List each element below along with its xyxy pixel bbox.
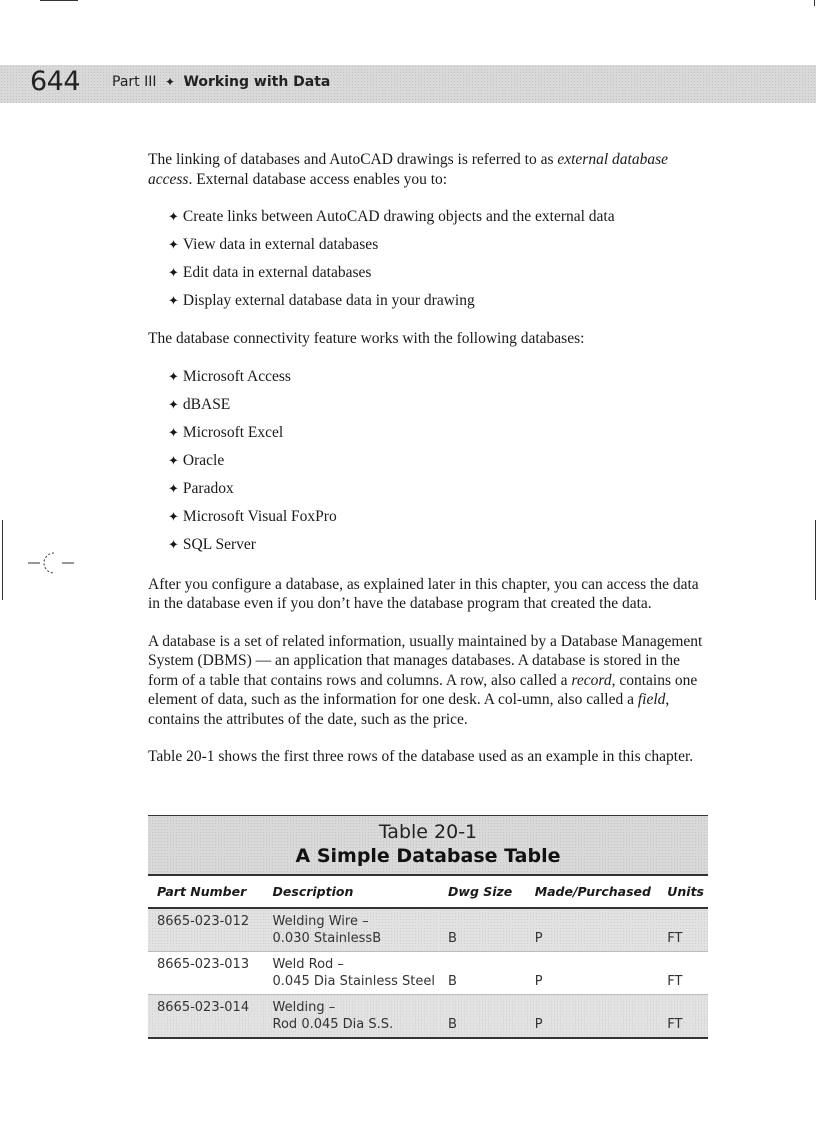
crop-mark-top-right [814,0,815,6]
dbms-emphasis-record: record [571,671,612,689]
list-item-text: Display external database data in your drawing [182,292,475,309]
crop-mark-left [2,520,3,600]
cell-part-number: 8665-023-012 [148,908,264,952]
list-item [148,447,708,475]
list-item-text: Oracle [182,451,225,469]
list-item [148,259,708,287]
cell-part-number: 8665-023-014 [148,994,264,1038]
list-item-text: Microsoft Visual FoxPro [182,507,337,525]
list-item [148,391,708,419]
list-item-text: Paradox [182,479,234,497]
diamond-bullet-icon: ✦ [168,396,179,412]
description-line-2: Rod 0.045 Dia S.S. [272,1016,394,1032]
part-label: Part III [112,74,157,90]
database-table [148,874,708,1039]
table-header-row [148,875,708,908]
configure-paragraph: After you configure a database, as explained later in this chapter, you can access the data in the database even if you don’t have the database program that created the data. [148,575,699,612]
description-line-2: 0.045 Dia Stainless Steel [272,973,436,989]
table-row [148,951,708,994]
description-line-2: 0.030 StainlessB [272,930,382,946]
list-item [148,231,708,259]
column-header-description: Description [264,875,439,908]
table-title: A Simple Database Table [295,844,561,867]
database-table-figure [148,815,708,1039]
column-header-units: Units [658,875,708,908]
page-number: 644 [30,66,81,97]
table-row [148,994,708,1038]
crop-mark-top-left [40,0,78,1]
column-header-part-number: Part Number [148,875,264,908]
page-content [148,150,708,1039]
dbms-text-1: A database is a set of related information, usually maintained by a Database Management System (DBMS) — an application that manages databases. A database is stored in the form of a table that contains rows and columns. A row, also called a [148,632,703,689]
table-label: Table 20-1 [378,820,478,843]
diamond-bullet-icon: ✦ [168,424,179,440]
list-item-text: dBASE [182,395,231,413]
description-line-1: Weld Rod – [272,956,344,972]
list-item-text: Edit data in external databases [182,264,372,281]
list-item-text: Microsoft Access [182,367,291,385]
list-item-text: View data in external databases [182,236,379,253]
cell-made-purchased: P [526,951,659,994]
diamond-bullet-icon: ✦ [168,265,179,280]
cell-units: FT [658,908,708,952]
column-header-dwg-size: Dwg Size [439,875,526,908]
cell-made-purchased: P [526,908,659,952]
cell-dwg-size: B [439,994,526,1038]
table-row [148,908,708,952]
diamond-bullet-icon: ✦ [168,293,179,308]
column-header-made-purchased: Made/Purchased [526,875,659,908]
diamond-bullet-icon: ✦ [168,209,179,224]
cell-part-number: 8665-023-013 [148,951,264,994]
list-item [148,503,708,531]
list-item-text: Create links between AutoCAD drawing objects and the external data [182,208,615,225]
dbms-paragraph [148,632,708,730]
intro-tail: . External database access enables you to: [188,170,448,188]
cell-made-purchased: P [526,994,659,1038]
cell-description [264,951,439,994]
intro-text: The linking of databases and AutoCAD drawings is referred to as [148,151,554,168]
table-intro-paragraph: Table 20-1 shows the first three rows of the database used as an example in this chapter. [148,748,694,765]
list-item [148,475,708,503]
access-bullet-list [148,203,708,315]
list-item-text: SQL Server [182,535,256,553]
list-item [148,203,708,231]
diamond-bullet-icon: ✦ [168,480,179,496]
registration-mark-icon [28,548,74,578]
description-line-1: Welding Wire – [272,913,369,929]
cell-units: FT [658,994,708,1038]
cell-description [264,994,439,1038]
running-head [112,74,330,90]
list-item [148,363,708,391]
cell-units: FT [658,951,708,994]
database-bullet-list [148,363,708,559]
list-item [148,419,708,447]
chapter-title: Working with Data [183,74,331,90]
connectivity-paragraph: The database connectivity feature works with the following databases: [148,330,585,347]
intro-emphasis-2: access [148,170,189,188]
diamond-separator-icon: ✦ [164,75,175,89]
list-item [148,287,708,315]
list-item [148,531,708,559]
diamond-bullet-icon: ✦ [168,237,179,252]
cell-dwg-size: B [439,908,526,952]
diamond-bullet-icon: ✦ [168,508,179,524]
table-caption [148,815,708,874]
cell-description [264,908,439,952]
description-line-1: Welding – [272,999,336,1015]
diamond-bullet-icon: ✦ [168,368,179,384]
intro-paragraph [148,150,708,189]
list-item-text: Microsoft Excel [182,423,284,441]
intro-emphasis-1: external database [557,151,668,168]
diamond-bullet-icon: ✦ [168,452,179,468]
diamond-bullet-icon: ✦ [168,536,179,552]
cell-dwg-size: B [439,951,526,994]
dbms-text-3: , contains the attributes of the date, such as the price. [148,691,670,728]
dbms-emphasis-field: field [637,691,666,708]
dbms-text-2: , contains one element of data, such as the information for one desk. A col-umn, also called a [148,671,698,708]
